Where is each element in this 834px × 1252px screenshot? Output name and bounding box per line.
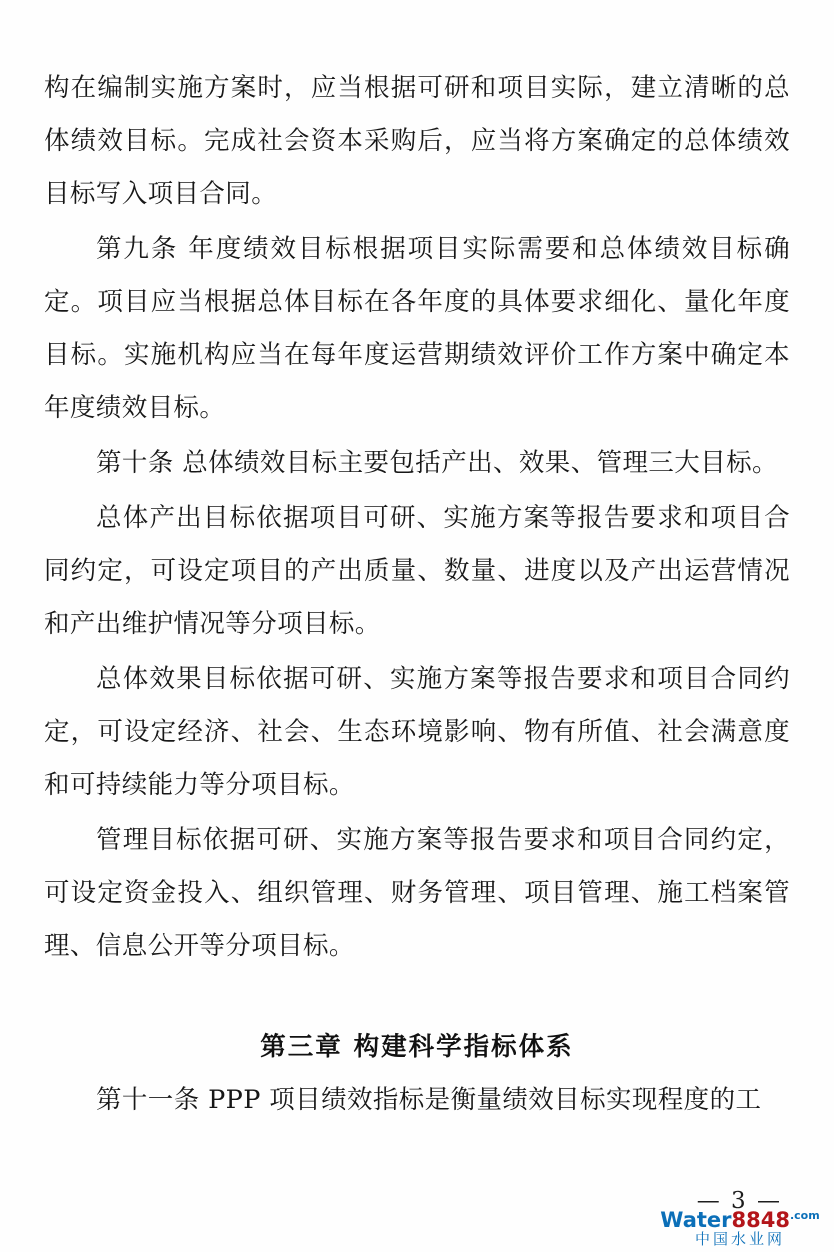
watermark-brand-number: 8848 bbox=[731, 1208, 790, 1233]
paragraph: 管理目标依据可研、实施方案等报告要求和项目合同约定，可设定资金投入、组织管理、财务管理、项目管理、施工档案管理、信息公开等分项目标。 bbox=[44, 825, 790, 961]
paragraph: 第十一条 PPP 项目绩效指标是衡量绩效目标实现程度的工 bbox=[96, 1085, 762, 1115]
watermark-brand-water: Water bbox=[660, 1208, 732, 1233]
paragraph: 总体效果目标依据可研、实施方案等报告要求和项目合同约定，可设定经济、社会、生态环境影响、物有所值、社会满意度和可持续能力等分项目标。 bbox=[44, 664, 790, 800]
paragraph: 构在编制实施方案时，应当根据可研和项目实际，建立清晰的总体绩效目标。完成社会资本采购后，应当将方案确定的总体绩效目标写入项目合同。 bbox=[44, 73, 790, 209]
paragraph: 总体产出目标依据项目可研、实施方案等报告要求和项目合同约定，可设定项目的产出质量、数量、进度以及产出运营情况和产出维护情况等分项目标。 bbox=[44, 503, 790, 639]
watermark-brand bbox=[660, 1209, 820, 1231]
page-number: — 3 — bbox=[696, 1188, 782, 1214]
document-body bbox=[44, 62, 790, 1129]
paragraph: 第九条 年度绩效目标根据项目实际需要和总体绩效目标确定。项目应当根据总体目标在各年度的具体要求细化、量化年度目标。实施机构应当在每年度运营期绩效评价工作方案中确定本年度绩效目标。 bbox=[44, 234, 790, 423]
chapter-heading: 第三章 构建科学指标体系 bbox=[260, 1032, 574, 1062]
site-watermark bbox=[660, 1209, 820, 1248]
paragraph: 第十条 总体绩效目标主要包括产出、效果、管理三大目标。 bbox=[96, 448, 778, 478]
watermark-brand-dotcom: .com bbox=[789, 1209, 820, 1223]
watermark-brand-cn: 中国水业网 bbox=[694, 1230, 785, 1249]
